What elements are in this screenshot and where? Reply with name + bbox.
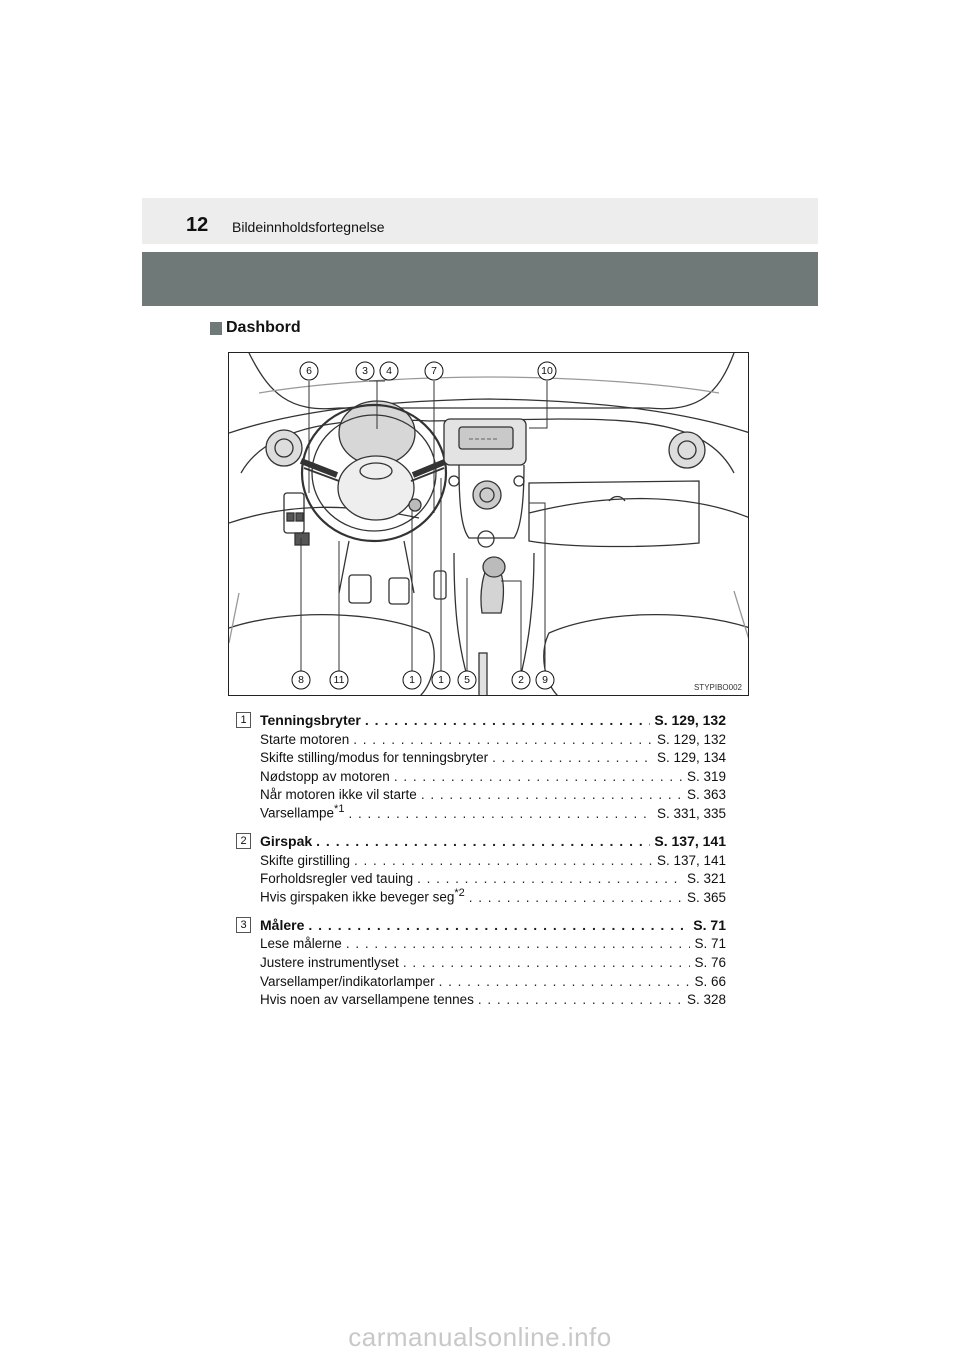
callout-number: 5: [464, 674, 470, 686]
square-bullet-icon: [210, 322, 222, 335]
footnote-marker: *1: [334, 803, 345, 816]
page-reference: S. 137, 141: [654, 832, 726, 849]
page-number: 12: [186, 214, 209, 236]
entry-item-line: [260, 886, 726, 905]
callout-number: 1: [438, 674, 444, 686]
page-reference: S. 129, 132: [654, 712, 726, 728]
callout-number: 9: [542, 674, 548, 686]
page-reference: S. 71: [694, 936, 726, 952]
dot-leader: [492, 750, 653, 765]
section-title: Dashbord: [226, 319, 301, 336]
index-entries: [236, 708, 726, 1015]
dot-leader: [346, 936, 691, 951]
page-reference: S. 363: [686, 787, 726, 803]
dot-leader: [354, 853, 653, 868]
callout-number: 3: [362, 365, 368, 377]
dot-leader: [365, 712, 651, 728]
page-reference: S. 71: [693, 916, 726, 933]
callout-number: 2: [518, 674, 524, 686]
chapter-title: Bildeinnholdsfortegnelse: [232, 219, 385, 235]
entry-item-text: Skifte stilling/modus for tenningsbryter: [260, 750, 489, 766]
entry-item-line: [260, 849, 726, 868]
page-reference: S. 129, 132: [656, 731, 726, 747]
entry-item-line: [260, 933, 726, 952]
callout-number: 8: [298, 674, 304, 686]
page-reference: S. 319: [686, 768, 726, 784]
callout-number: 4: [386, 365, 392, 377]
callout-layer: [229, 353, 749, 696]
entry-item-line: [260, 728, 726, 747]
header-band: [142, 252, 818, 306]
entry-title-line: [260, 829, 726, 849]
entry-item-text: Hvis girspaken ikke beveger seg: [260, 889, 455, 905]
page-reference: S. 365: [686, 889, 726, 905]
entry-item-text: Skifte girstilling: [260, 852, 351, 868]
entry-number-badge: 2: [236, 833, 251, 849]
section-heading: [210, 318, 301, 338]
callout-number: 11: [333, 674, 345, 686]
dot-leader: [353, 732, 653, 747]
entry-item-text: Varsellamper/indikatorlamper: [260, 973, 435, 989]
entry-title-line: [260, 708, 726, 728]
entry-number-badge: 3: [236, 917, 251, 933]
dot-leader: [316, 833, 650, 849]
footnote-marker: *2: [454, 887, 465, 900]
entry-title-line: [260, 913, 726, 933]
entry-item-line: [260, 802, 726, 821]
entry-title: Girspak: [260, 832, 313, 849]
dashboard-illustration: [228, 352, 749, 696]
entry-1: [236, 708, 726, 821]
entry-item-line: [260, 989, 726, 1008]
entry-title: Tenningsbryter: [260, 712, 361, 728]
callout-number: 10: [541, 365, 553, 377]
dot-leader: [469, 890, 683, 905]
entry-item-line: [260, 747, 726, 766]
dot-leader: [308, 917, 689, 933]
dot-leader: [348, 806, 652, 821]
dot-leader: [439, 974, 691, 989]
page-reference: S. 321: [686, 871, 726, 887]
entry-item-text: Hvis noen av varsellampene tennes: [260, 992, 474, 1008]
page-reference: S. 328: [686, 992, 726, 1008]
entry-item-text: Starte motoren: [260, 731, 350, 747]
dot-leader: [421, 787, 683, 802]
watermark: carmanualsonline.info: [348, 1322, 612, 1352]
callout-number: 6: [306, 365, 312, 377]
entry-item-text: Justere instrumentlyset: [260, 954, 399, 970]
entry-item-line: [260, 784, 726, 803]
entry-item-line: [260, 868, 726, 887]
dot-leader: [394, 769, 683, 784]
entry-number-badge: 1: [236, 712, 251, 728]
entry-title: Målere: [260, 916, 305, 933]
entry-item-line: [260, 765, 726, 784]
entry-item-text: Nødstopp av motoren: [260, 768, 390, 784]
callout-number: 7: [431, 365, 437, 377]
page-reference: S. 331, 335: [656, 805, 726, 821]
dot-leader: [478, 992, 683, 1007]
page-reference: S. 137, 141: [656, 852, 726, 868]
entry-item-text: Lese målerne: [260, 936, 342, 952]
page-reference: S. 129, 134: [656, 750, 726, 766]
figure-code: STYPIBO002: [693, 683, 742, 692]
dot-leader: [417, 871, 683, 886]
dot-leader: [403, 955, 691, 970]
page-reference: S. 76: [694, 954, 726, 970]
callout-number: 1: [409, 674, 415, 686]
entry-item-line: [260, 970, 726, 989]
entry-item-text: Når motoren ikke vil starte: [260, 787, 417, 803]
entry-3: [236, 913, 726, 1007]
page-reference: S. 66: [694, 973, 726, 989]
entry-2: [236, 829, 726, 905]
entry-item-line: [260, 951, 726, 970]
entry-item-text: Forholdsregler ved tauing: [260, 871, 414, 887]
entry-item-text: Varsellampe: [260, 805, 335, 821]
